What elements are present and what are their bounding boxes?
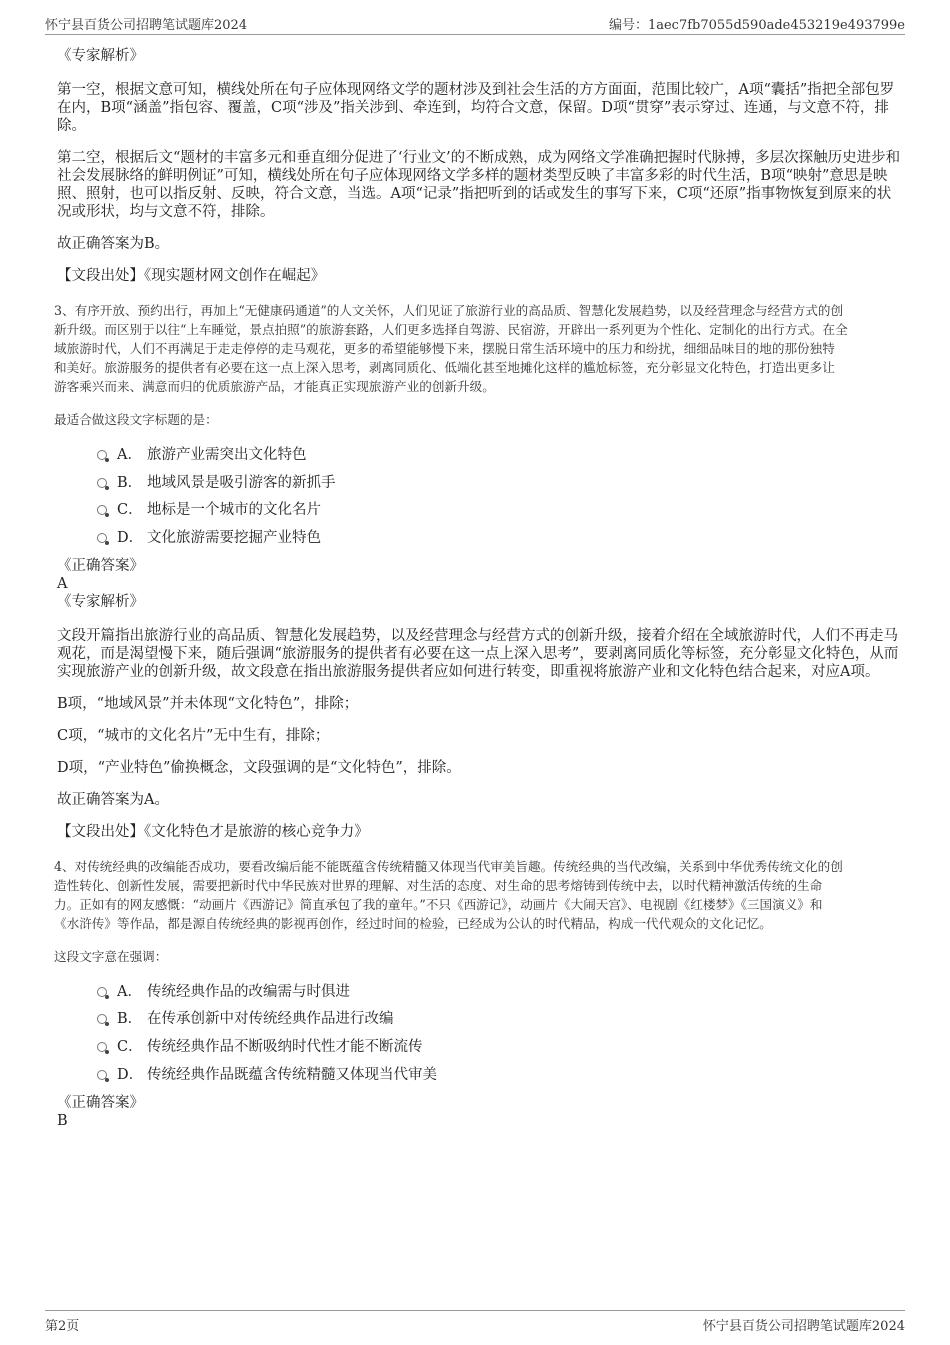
footer-title: 怀宁县百货公司招聘笔试题库2024 [702,1319,905,1334]
radio-button-icon[interactable] [97,533,107,543]
option-text: 地域风景是吸引游客的新抓手 [147,474,336,491]
option-text: 在传承创新中对传统经典作品进行改编 [147,1011,394,1028]
q3-option-c[interactable] [57,499,905,527]
q4-option-b[interactable] [57,1008,905,1036]
q3-passage-line: 3、有序开放、预约出行，再加上“无健康码通道”的人文关怀，人们见证了旅游行业的高品质、智慧化发展趋势，以及经营理念与经营方式的创 [54,303,844,318]
header-serial-number: 编号：1aec7fb7055d590ade453219e493799e [608,18,905,33]
q4-passage-line: 力。正如有的网友感慨：“动画片《西游记》简直承包了我的童年。”不只《西游记》，动画片《大闹天宫》、电视剧《红楼梦》《三国演义》和 [54,896,823,912]
q2-analysis-label: 《专家解析》 [57,48,144,64]
radio-button-icon[interactable] [97,987,107,997]
radio-button-icon[interactable] [97,1070,107,1080]
radio-button-icon[interactable] [97,1014,107,1024]
q2-conclusion: 故正确答案为B。 [57,236,170,252]
option-letter: A． [117,447,142,463]
q3-answer: A [57,575,68,592]
option-letter: D． [117,530,144,547]
page-footer [45,1310,905,1335]
option-letter: C． [117,1039,143,1056]
q4-question: 这段文字意在强调： [54,948,168,964]
option-text: 传统经典作品既蕴含传统精髓又体现当代审美 [147,1066,437,1083]
q3-option-b[interactable] [57,472,905,500]
q2-analysis-para-1: 第一空，根据文意可知，横线处所在句子应体现网络文学的题材涉及到社会生活的方方面面，范围比较广，A项“囊括”指把全部包罗在内，B项“涵盖”指包容、覆盖，C项“涉及”指关涉到、牵连到，均符合文意，保留。D项“贯穿”表示穿过、连通，与文意不符，排除。 [57,82,895,134]
q3-source: 【文段出处】《文化特色才是旅游的核心竞争力》 [57,823,369,840]
option-text: 地标是一个城市的文化名片 [147,502,321,519]
q4-answer: B [57,1112,68,1129]
q3-option-d[interactable] [57,527,905,555]
q3-options [57,444,905,555]
q4-answer-label: 《正确答案》 [57,1094,144,1111]
option-text: 旅游产业需突出文化特色 [147,447,307,463]
q3-conclusion: 故正确答案为A。 [57,791,169,808]
header-title: 怀宁县百货公司招聘笔试题库2024 [45,18,248,33]
q4-option-d[interactable] [57,1064,905,1092]
option-text: 传统经典作品不断吸纳时代性才能不断流传 [147,1039,423,1056]
q3-option-a[interactable] [57,444,905,472]
q4-options [57,981,905,1092]
page-number: 第2页 [45,1319,80,1334]
radio-button-icon[interactable] [97,505,107,515]
q4-passage [54,857,905,933]
page-header [45,12,905,35]
radio-button-icon[interactable] [97,450,107,460]
option-letter: D． [117,1066,144,1083]
q3-analysis-c: C项，“城市的文化名片”无中生有，排除； [57,727,330,744]
q3-question: 最适合做这段文字标题的是： [54,412,218,427]
radio-button-icon[interactable] [97,1042,107,1052]
option-letter: A． [117,983,142,1000]
q3-analysis-b: B项，“地域风景”并未体现“文化特色”，排除； [57,695,359,712]
radio-button-icon[interactable] [97,478,107,488]
option-letter: C． [117,502,143,519]
q2-analysis-para-2: 第二空，根据后文“题材的丰富多元和垂直细分促进了‘行业文’的不断成熟，成为网络文学准确把握时代脉搏，多层次探触历史进步和社会发展脉络的鲜明例证”可知，横线处所在句子应体现网络文学多样的题材类型反映了丰富多彩的时代生活，B项“映射”意思是映照、照射，也可以指反射、反映，符合文意，当选。A项“记录”指把听到的话或发生的事写下来，C项“还原”指事物恢复到原来的状况或形状，均与文意不符，排除。 [57,150,901,220]
q3-answer-label: 《正确答案》 [57,557,144,574]
page-content [54,40,905,1130]
q4-passage-line: 造性转化、创新性发展，需要把新时代中华民族对世界的理解、对生活的态度、对生命的思考熔铸到传统中去，以时代精神激活传统的生命 [54,877,823,893]
q4-passage-line: 4、对传统经典的改编能否成功，要看改编后能不能既蕴含传统精髓又体现当代审美旨趣。传统经典的当代改编，关系到中华优秀传统文化的创 [54,858,843,874]
option-letter: B． [117,1011,143,1028]
option-text: 传统经典作品的改编需与时俱进 [147,983,350,1000]
q4-option-c[interactable] [57,1036,905,1064]
option-text: 文化旅游需要挖掘产业特色 [147,530,321,547]
q4-passage-line: 《水浒传》等作品，都是源自传统经典的影视再创作，经过时间的检验，已经成为公认的时代精品，构成一代代观众的文化记忆。 [54,915,772,931]
q3-passage-line: 游客乘兴而来、满意而归的优质旅游产品，才能真正实现旅游产业的创新升级。 [54,379,495,394]
option-letter: B． [117,474,143,491]
q3-analysis-para-1: 文段开篇指出旅游行业的高品质、智慧化发展趋势，以及经营理念与经营方式的创新升级，接着介绍在全域旅游时代，人们不再走马观花，而是渴望慢下来，随后强调“旅游服务的提供者有必要在这一点上深入思考”，要剥离同质化等标签，充分彰显文化特色，从而实现旅游产业的创新升级，故文段意在指出旅游服务提供者应如何进行转变，即重视将旅游产业和文化特色结合起来，对应A项。 [57,627,899,680]
q3-passage-line: 域旅游时代，人们不再满足于走走停停的走马观花，更多的希望能够慢下来，摆脱日常生活环境中的压力和纷扰，细细品味目的地的那份独特 [54,341,835,356]
q3-passage-line: 和美好。旅游服务的提供者有必要在这一点上深入思考，剥离同质化、低端化甚至地摊化这样的尴尬标签，充分彰显文化特色，打造出更多让 [54,360,835,375]
q2-source: 【文段出处】《现实题材网文创作在崛起》 [57,268,326,284]
q4-option-a[interactable] [57,981,905,1009]
q3-passage [54,301,905,396]
q3-passage-line: 新升级。而区别于以往“上车睡觉，景点拍照”的旅游套路，人们更多选择自驾游、民宿游，开辟出一系列更为个性化、定制化的出行方式。在全 [54,322,848,337]
q3-analysis-label: 《专家解析》 [57,593,144,610]
q3-analysis-d: D项，“产业特色”偷换概念，文段强调的是“文化特色”，排除。 [57,759,461,776]
